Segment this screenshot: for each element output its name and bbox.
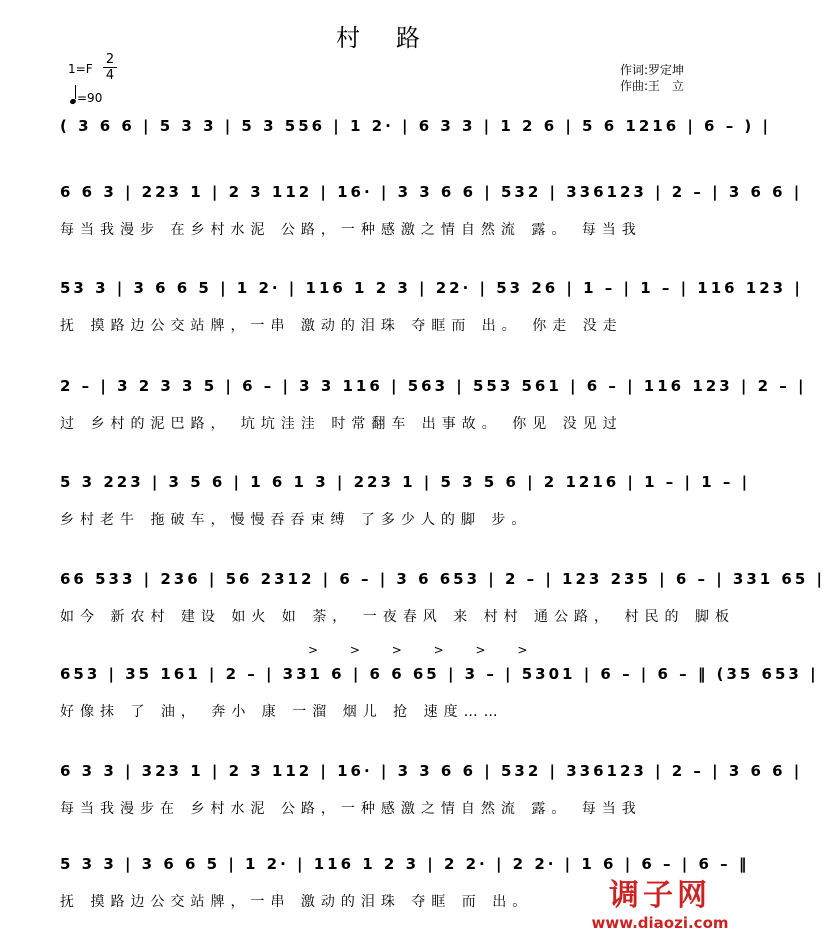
lyrics-line: 每当我漫步在 乡村水泥 公路，一种感激之情自然流 露。 每当我 [60, 801, 642, 817]
lyrics-line: 如今 新农村 建设 如火 如 荼， 一夜春风 来 村村 通公路， 村民的 脚板 [60, 609, 735, 625]
quarter-note-icon [69, 98, 76, 105]
lyrics-line: 好像抹 了 油， 奔小 康 一溜 烟儿 抢 速度…… [60, 704, 504, 720]
notation-line: 6 3 3 | 323 1 | 2 3 112 | 16· | 3 3 6 6 | 532 | 336123 | 2 – | 3 6 6 | [60, 762, 803, 780]
lyrics-line: 每当我漫步 在乡村水泥 公路，一种感激之情自然流 露。 每当我 [60, 222, 642, 238]
watermark-url: www.diaozi.com [591, 914, 729, 932]
tempo-value: =90 [77, 91, 103, 105]
lyrics-line: 抚 摸路边公交站牌，一串 激动的泪珠 夺眶 而 出。 [60, 894, 533, 910]
site-watermark [565, 870, 755, 932]
credits [620, 62, 684, 94]
notation-line: 66 533 | 236 | 56 2312 | 6 – | 3 6 653 | 2 – | 123 235 | 6 – | 331 65 | [60, 570, 825, 588]
accent-marks: > > > > > > [308, 643, 542, 657]
notation-line: 5 3 3 | 3 6 6 5 | 1 2· | 116 1 2 3 | 2 2· | 2 2· | 1 6 | 6 – | 6 – ‖ [60, 855, 750, 873]
lyrics-line: 乡村老牛 拖破车，慢慢吞吞束缚 了多少人的脚 步。 [60, 512, 532, 528]
notation-line: 653 | 35 161 | 2 – | 331 6 | 6 6 65 | 3 – | 5301 | 6 – | 6 – ‖ (35 653 | [60, 665, 819, 683]
notation-line: 53 3 | 3 6 6 5 | 1 2· | 116 1 2 3 | 22· | 53 26 | 1 – | 1 – | 116 123 | [60, 279, 803, 297]
key-signature: 1=F [68, 62, 93, 76]
lyricist: 作词:罗定坤 [620, 63, 685, 77]
notation-line: 5 3 223 | 3 5 6 | 1 6 1 3 | 223 1 | 5 3 5 6 | 2 1216 | 1 – | 1 – | [60, 473, 751, 491]
time-signature-top: 2 [105, 52, 115, 67]
notation-line: 2 – | 3 2 3 3 5 | 6 – | 3 3 116 | 563 | 553 561 | 6 – | 116 123 | 2 – | [60, 377, 807, 395]
song-title: 村 路 [336, 24, 426, 52]
note-stem-icon [75, 85, 76, 99]
lyrics-line: 过 乡村的泥巴路， 坑坑洼洼 时常翻车 出事故。 你见 没见过 [60, 416, 623, 432]
tempo-marking [70, 88, 102, 105]
notation-line: 6 6 3 | 223 1 | 2 3 112 | 16· | 3 3 6 6 | 532 | 336123 | 2 – | 3 6 6 | [60, 183, 803, 201]
watermark-site-name: 调子网 [609, 878, 711, 913]
notation-line: ( 3 6 6 | 5 3 3 | 5 3 556 | 1 2· | 6 3 3 | 1 2 6 | 5 6 1216 | 6 – ) | [60, 117, 771, 135]
composer: 作曲:王 立 [620, 79, 685, 93]
lyrics-line: 抚 摸路边公交站牌，一串 激动的泪珠 夺眶而 出。 你走 没走 [60, 318, 623, 334]
time-signature [103, 52, 117, 83]
time-signature-bottom: 4 [103, 67, 117, 83]
